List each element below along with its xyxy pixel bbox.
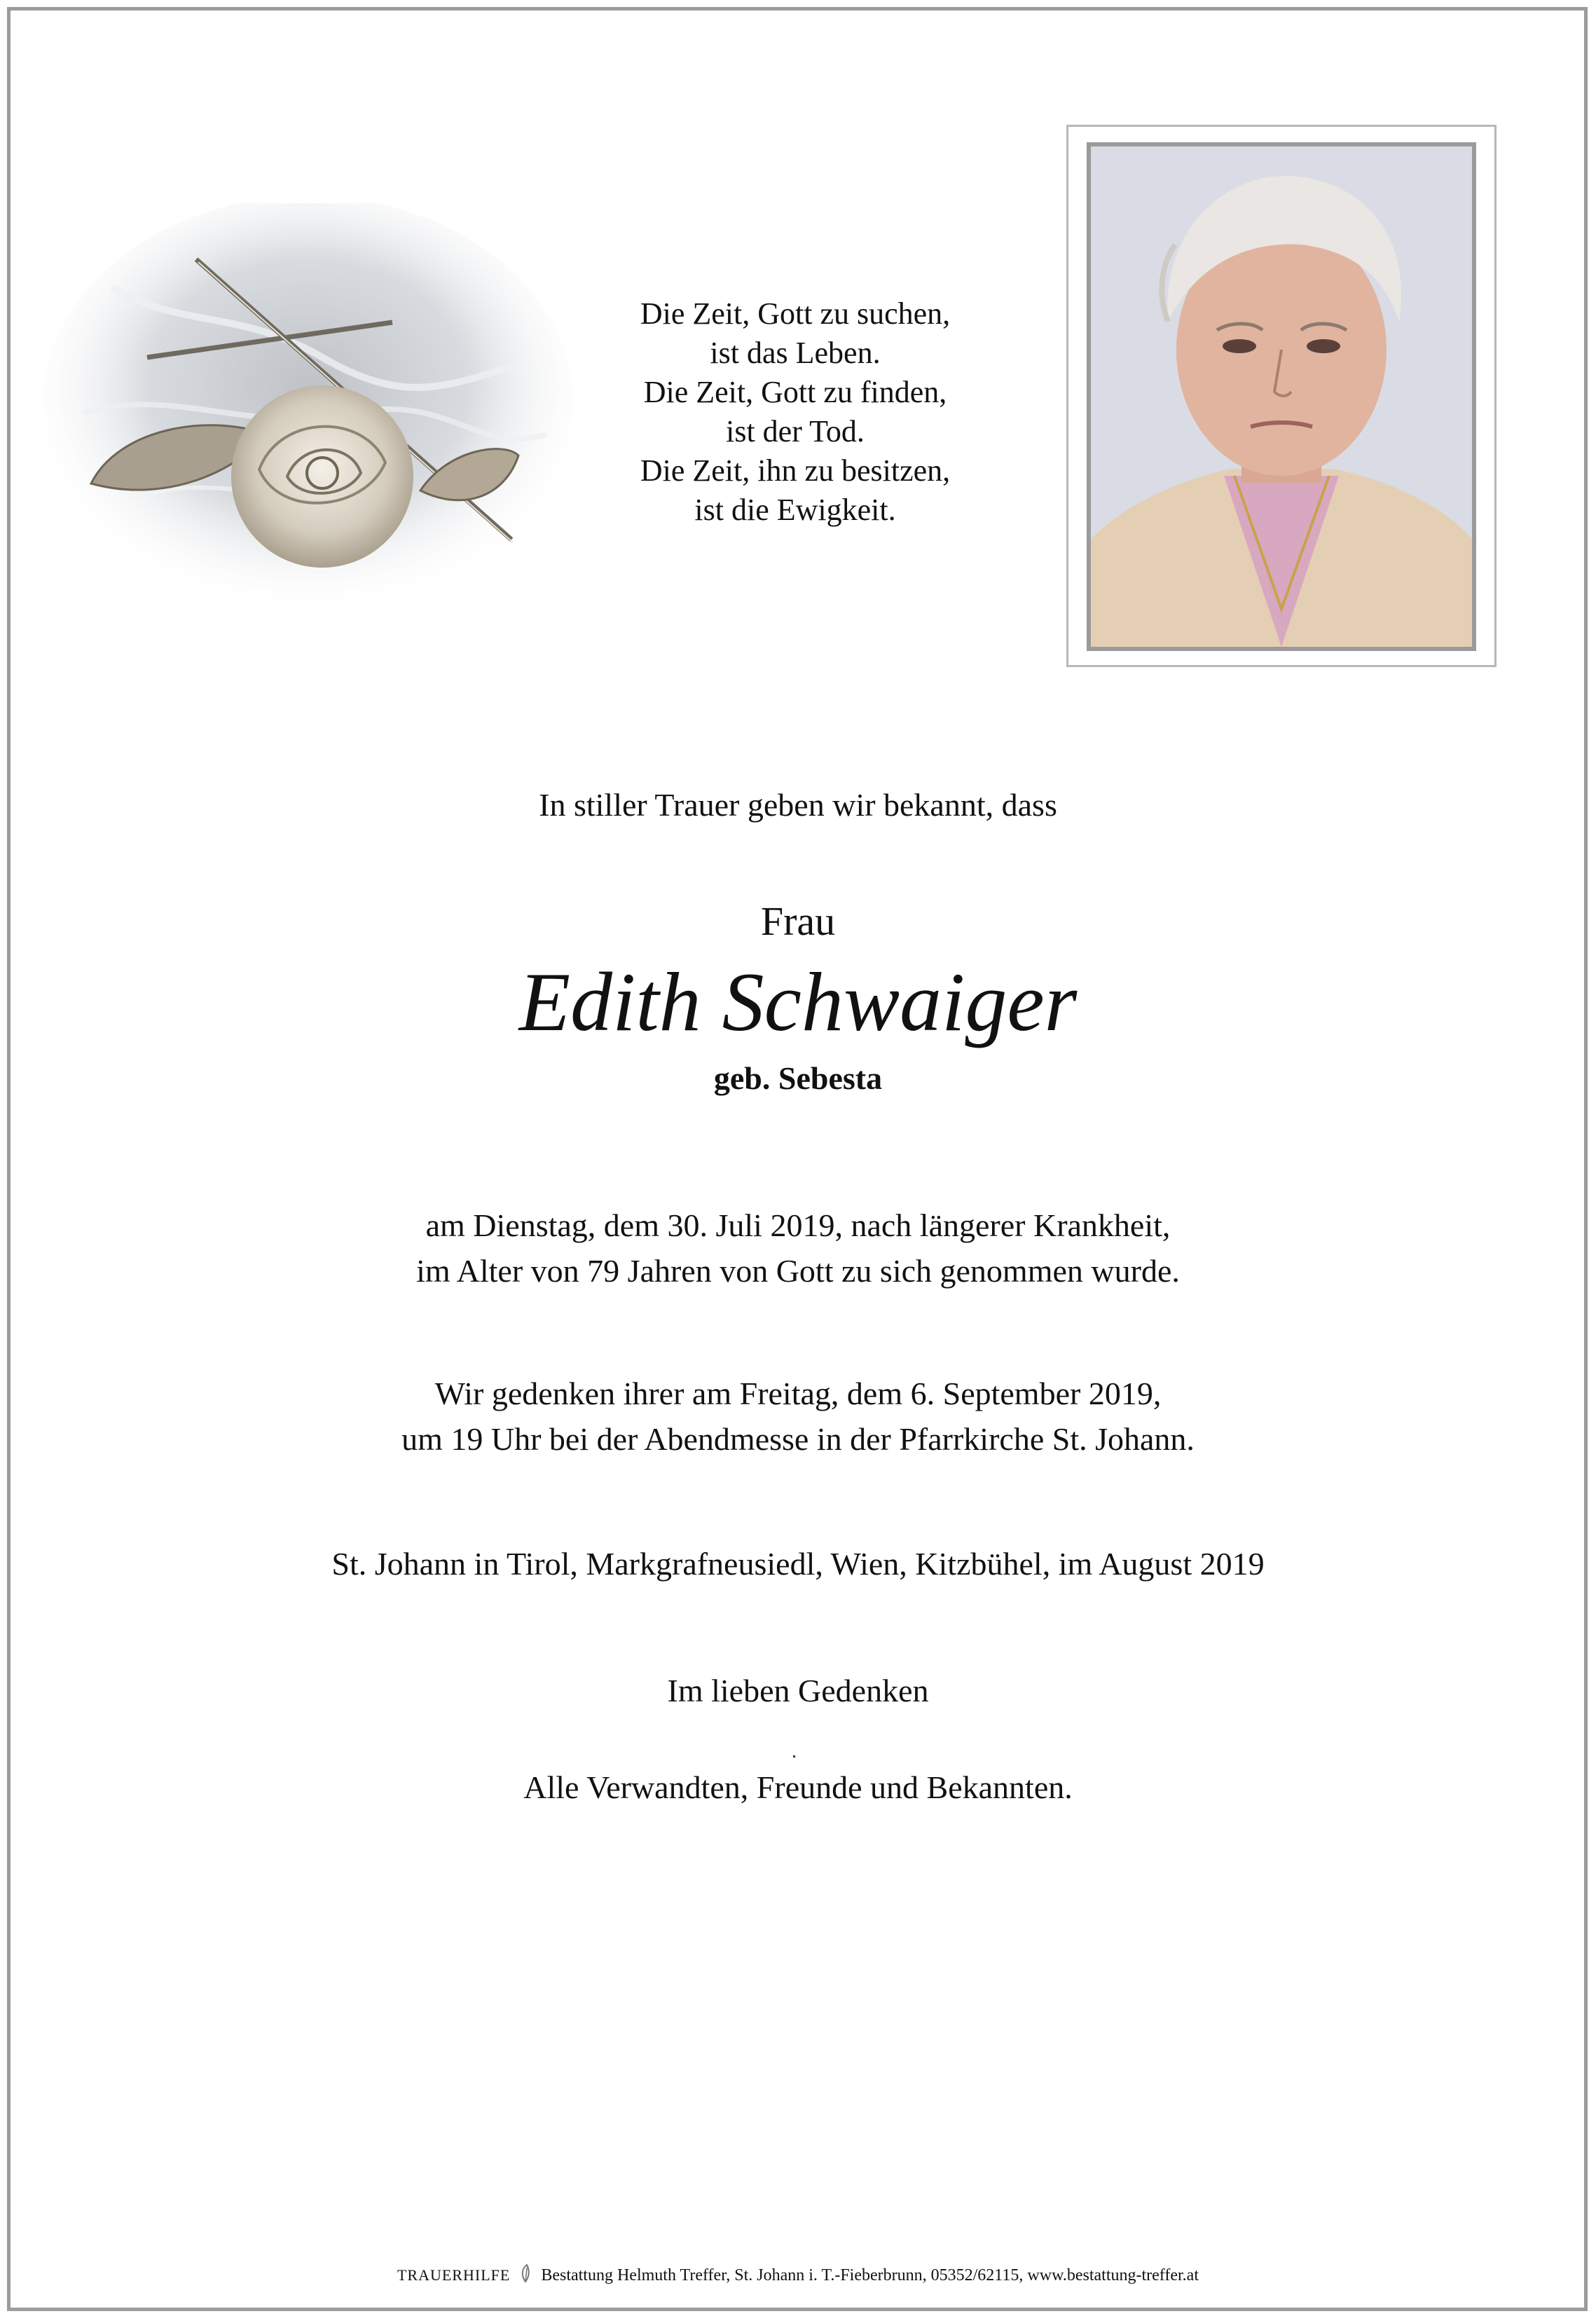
maiden-name: geb. Sebesta [713, 1060, 883, 1096]
portrait-photo [1087, 142, 1476, 651]
signature: Alle Verwandten, Freunde und Bekannten. [523, 1769, 1073, 1805]
poem-line: Die Zeit, ihn zu besitzen, [640, 453, 951, 488]
poem-line: Die Zeit, Gott zu suchen, [640, 296, 951, 331]
poem-line: ist die Ewigkeit. [694, 493, 896, 527]
cross-and-rose-icon [28, 203, 589, 680]
intro-text: In stiller Trauer geben wir bekannt, dass [539, 787, 1057, 823]
memorial-line: um 19 Uhr bei der Abendmesse in der Pfarrkirche St. Johann. [401, 1421, 1195, 1457]
poem-line: ist der Tod. [726, 414, 865, 448]
poem-line: ist das Leben. [710, 336, 881, 370]
places-date: St. Johann in Tirol, Markgrafneusiedl, Wien, Kitzbühel, im August 2019 [331, 1546, 1265, 1582]
footer [0, 2263, 1596, 2289]
footer-text: Bestattung Helmuth Treffer, St. Johann i. T.-Fieberbrunn, 05352/62115, www.bestattung-treffer.at [541, 2266, 1199, 2285]
poem-line: Die Zeit, Gott zu finden, [643, 375, 947, 409]
leaf-icon [518, 2263, 532, 2289]
memorial-line: Wir gedenken ihrer am Freitag, dem 6. September 2019, [434, 1376, 1162, 1411]
deceased-name: Edith Schwaiger [518, 955, 1078, 1048]
divider-dot [793, 1755, 795, 1757]
death-notice-line: am Dienstag, dem 30. Juli 2019, nach längerer Krankheit, [425, 1207, 1171, 1243]
poem [553, 294, 1037, 530]
closing-text: Im lieben Gedenken [667, 1673, 929, 1708]
death-notice-line: im Alter von 79 Jahren von Gott zu sich genommen wurde. [416, 1253, 1180, 1289]
salutation: Frau [760, 898, 836, 944]
portrait-frame [1066, 125, 1497, 667]
footer-brand: TRAUERHILFE [397, 2266, 511, 2284]
